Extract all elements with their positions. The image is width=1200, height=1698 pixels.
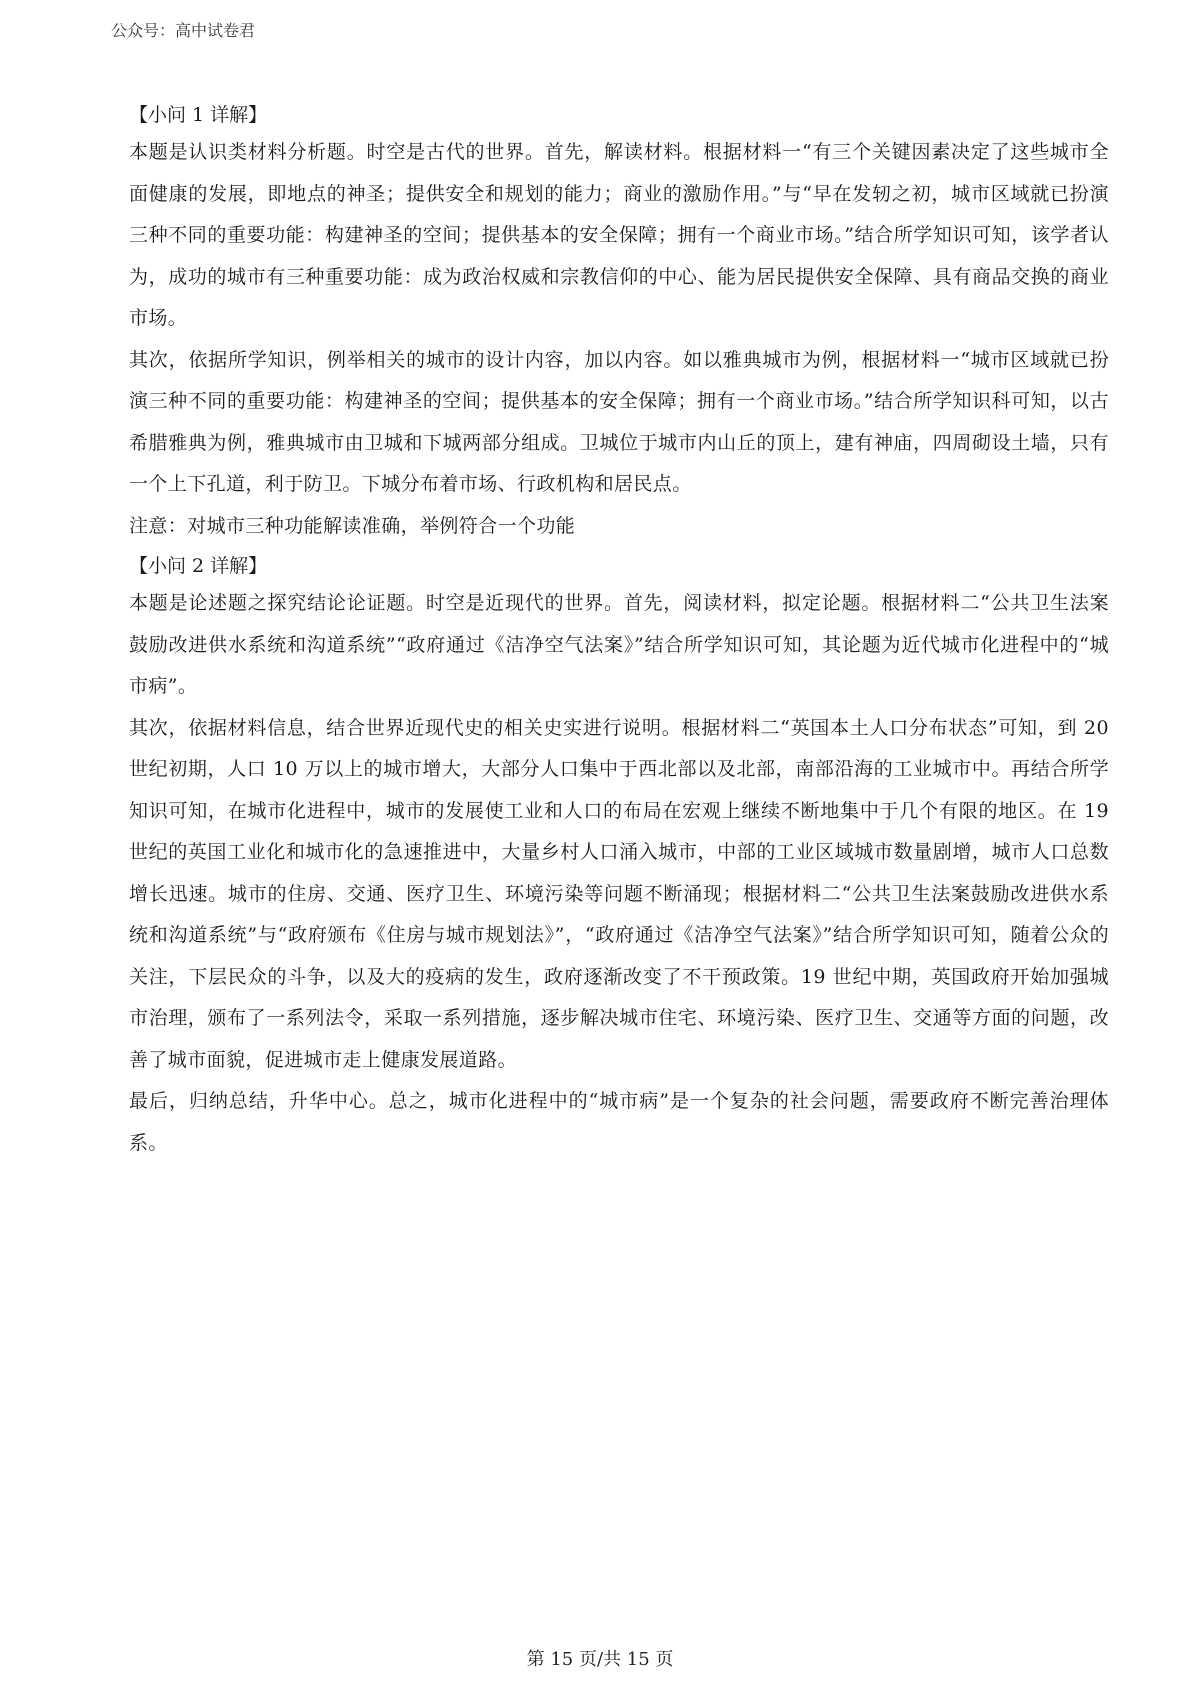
q2-paragraph-3: 最后，归纳总结，升华中心。总之，城市化进程中的“城市病”是一个复杂的社会问题，需要政府不断完善治理体系。 [129, 1090, 1109, 1154]
q2-paragraph-2: 其次，依据材料信息，结合世界近现代史的相关史实进行说明。根据材料二“英国本土人口分布状态”可知，到 20 世纪初期，人口 10 万以上的城市增大，大部分人口集中于西北部以及北部，南部沿海的工业城市中。再结合所学知识可知，在城市化进程中，城市的发展使工业和人口的布局在宏观上继续不断地集中于几个有限的地区。在 19 世纪的英国工业化和城市化的急速推进中，大量乡村人口涌入城市，中部的工业区域城市数量剧增，城市人口总数增长迅速。城市的住房、交通、医疗卫生、环境污染等问题不断涌现；根据材料二“公共卫生法案鼓励改进供水系统和沟道系统”与“政府颁布《住房与城市规划法》”，“政府通过《洁净空气法案》”结合所学知识可知，随着公众的关注，下层民众的斗争，以及大的疫病的发生，政府逐渐改变了不干预政策。19 世纪中期，英国政府开始加强城市治理，颁布了一系列法令，采取一系列措施，逐步解决城市住宅、环境污染、医疗卫生、交通等方面的问题，改善了城市面貌，促进城市走上健康发展道路。 [129, 716, 1109, 1071]
section-title-q1: 【小问 1 详解】 [129, 104, 268, 126]
page-number: 第 15 页/共 15 页 [526, 1649, 674, 1670]
q2-paragraph-1: 本题是论述题之探究结论论证题。时空是近现代的世界。首先，阅读材料，拟定论题。根据材料二“公共卫生法案鼓励改进供水系统和沟道系统”“政府通过《洁净空气法案》”结合所学知识可知，其论题为近代城市化进程中的“城市病”。 [129, 592, 1109, 697]
source-header: 公众号：高中试卷君 [111, 21, 256, 40]
q1-paragraph-3: 注意：对城市三种功能解读准确，举例符合一个功能 [129, 514, 576, 537]
q1-paragraph-1: 本题是认识类材料分析题。时空是古代的世界。首先，解读材料。根据材料一“有三个关键因素决定了这些城市全面健康的发展，即地点的神圣；提供安全和规划的能力；商业的激励作用。”与“早在发轫之初，城市区域就已扮演三种不同的重要功能：构建神圣的空间；提供基本的安全保障；拥有一个商业市场。”结合所学知识可知，该学者认为，成功的城市有三种重要功能：成为政治权威和宗教信仰的中心、能为居民提供安全保障、具有商品交换的商业市场。 [129, 141, 1109, 329]
section-title-q2: 【小问 2 详解】 [129, 555, 268, 577]
answer-content [129, 98, 1109, 1164]
q1-paragraph-2: 其次，依据所学知识，例举相关的城市的设计内容，加以内容。如以雅典城市为例，根据材料一“城市区域就已扮演三种不同的重要功能：构建神圣的空间；提供基本的安全保障；拥有一个商业市场。”结合所学知识科可知，以古希腊雅典为例，雅典城市由卫城和下城两部分组成。卫城位于城市内山丘的顶上，建有神庙，四周砌设土墙，只有一个上下孔道，利于防卫。下城分布着市场、行政机构和居民点。 [129, 348, 1109, 495]
